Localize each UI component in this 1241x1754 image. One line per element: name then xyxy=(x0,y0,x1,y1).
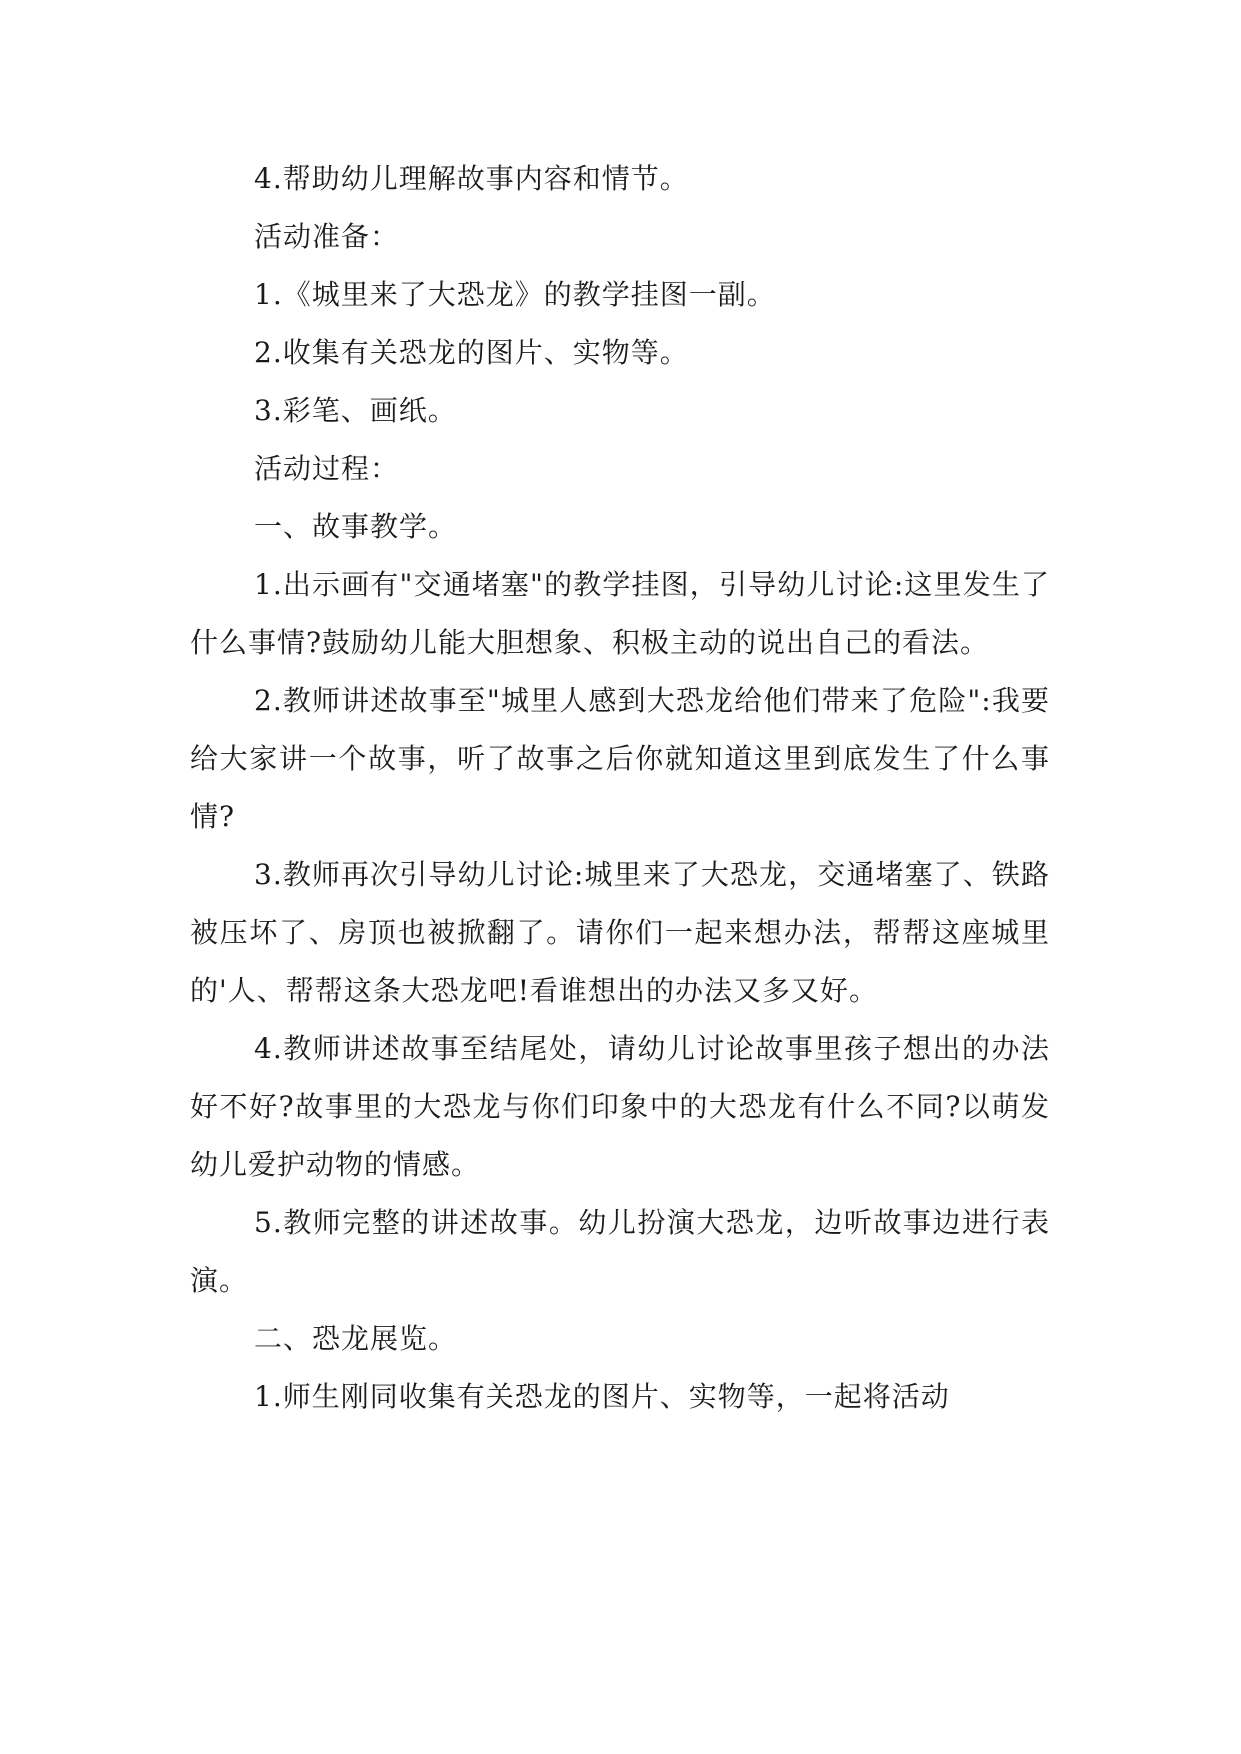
preparation-heading: 活动准备： xyxy=(254,220,400,253)
process-heading: 活动过程： xyxy=(254,452,400,485)
preparation-item-1: 1.《城里来了大恐龙》的教学挂图一副。 xyxy=(254,278,776,311)
document-page xyxy=(190,150,1050,1426)
preparation-item-3: 3.彩笔、画纸。 xyxy=(254,394,457,427)
section-two-heading: 二、恐龙展览。 xyxy=(254,1322,458,1355)
exhibition-step-1: 1.师生刚同收集有关恐龙的图片、实物等，一起将活动 xyxy=(254,1380,950,1413)
section-one-heading: 一、故事教学。 xyxy=(254,510,458,543)
process-step-2: 2.教师讲述故事至"城里人感到大恐龙给他们带来了危险":我要给大家讲一个故事，听了故事之后你就知道这里到底发生了什么事情? xyxy=(190,684,1050,833)
process-step-3: 3.教师再次引导幼儿讨论:城里来了大恐龙，交通堵塞了、铁路被压坏了、房顶也被掀翻了。请你们一起来想办法，帮帮这座城里的'人、帮帮这条大恐龙吧!看谁想出的办法又多又好。 xyxy=(190,858,1050,1007)
preparation-item-2: 2.收集有关恐龙的图片、实物等。 xyxy=(254,336,689,369)
process-step-1: 1.出示画有"交通堵塞"的教学挂图，引导幼儿讨论:这里发生了什么事情?鼓励幼儿能大胆想象、积极主动的说出自己的看法。 xyxy=(190,568,1050,659)
process-step-5: 5.教师完整的讲述故事。幼儿扮演大恐龙，边听故事边进行表演。 xyxy=(190,1206,1050,1297)
process-step-4: 4.教师讲述故事至结尾处，请幼儿讨论故事里孩子想出的办法好不好?故事里的大恐龙与你们印象中的大恐龙有什么不同?以萌发幼儿爱护动物的情感。 xyxy=(190,1032,1050,1181)
objective-4: 4.帮助幼儿理解故事内容和情节。 xyxy=(254,162,689,195)
